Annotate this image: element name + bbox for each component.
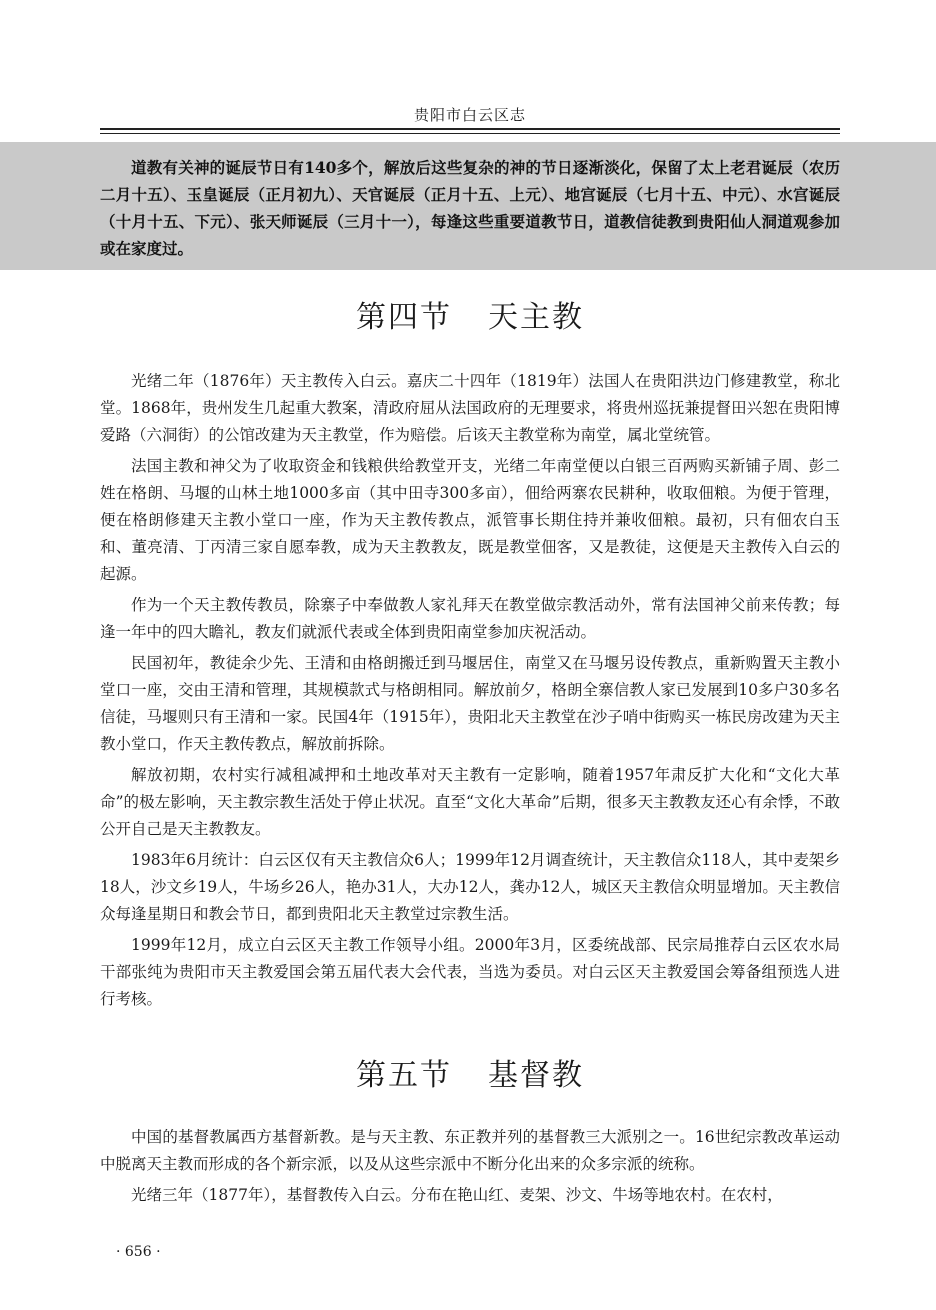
section-5-number: 第五节 <box>356 1058 452 1093</box>
paragraph: 法国主教和神父为了收取资金和钱粮供给教堂开支，光绪二年南堂便以白银三百两购买新铺子周、彭二姓在格朗、马堰的山林土地1000多亩（其中田寺300多亩），佃给两寨农民耕种，收取佃粮。为便于管理，便在格朗修建天主教小堂口一座，作为天主教传教点，派管事长期住持并兼收佃粮。最初，只有佃农白玉和、董亮清、丁丙清三家自愿奉教，成为天主教教友，既是教堂佃客，又是教徒，这便是天主教传入白云的起源。 <box>100 457 840 583</box>
section-5-body <box>100 1124 840 1213</box>
page-number: · 656 · <box>116 1244 161 1260</box>
paragraph: 中国的基督教属西方基督新教。是与天主教、东正教并列的基督教三大派别之一。16世纪宗教改革运动中脱离天主教而形成的各个新宗派，以及从这些宗派中不断分化出来的众多宗派的统称。 <box>100 1128 840 1173</box>
header-rule-thin <box>100 133 840 134</box>
section-4-body <box>100 368 840 1017</box>
paragraph: 民国初年，教徒余少先、王清和由格朗搬迁到马堰居住，南堂又在马堰另设传教点，重新购置天主教小堂口一座，交由王清和管理，其规模款式与格朗相同。解放前夕，格朗全寨信教人家已发展到10多户30多名信徒，马堰则只有王清和一家。民国4年（1915年），贵阳北天主教堂在沙子哨中街购买一栋民房改建为天主教小堂口，作天主教传教点，解放前拆除。 <box>100 654 840 753</box>
section-4-title <box>100 292 840 336</box>
paragraph: 作为一个天主教传教员，除寨子中奉做教人家礼拜天在教堂做宗教活动外，常有法国神父前来传教；每逢一年中的四大瞻礼，教友们就派代表或全体到贵阳南堂参加庆祝活动。 <box>100 596 840 641</box>
highlighted-paragraph: 道教有关神的诞辰节日有140多个，解放后这些复杂的神的节日逐渐淡化，保留了太上老君诞辰（农历二月十五）、玉皇诞辰（正月初九）、天官诞辰（正月十五、上元）、地宫诞辰（七月十五、中元）、水宫诞辰（十月十五、下元）、张天师诞辰（三月十一），每逢这些重要道教节日，道教信徒教到贵阳仙人洞道观参加或在家度过。 <box>100 158 840 258</box>
section-4-number: 第四节 <box>356 300 452 335</box>
paragraph: 1983年6月统计：白云区仅有天主教信众6人；1999年12月调查统计，天主教信众118人，其中麦架乡18人，沙文乡19人，牛场乡26人，艳办31人，大办12人，龚办12人，城区天主教信众明显增加。天主教信众每逢星期日和教会节日，都到贵阳北天主教堂过宗教生活。 <box>100 851 840 923</box>
paragraph: 光绪二年（1876年）天主教传入白云。嘉庆二十四年（1819年）法国人在贵阳洪边门修建教堂，称北堂。1868年，贵州发生几起重大教案，清政府屈从法国政府的无理要求，将贵州巡抚兼提督田兴恕在贵阳博爱路（六洞街）的公馆改建为天主教堂，作为赔偿。后该天主教堂称为南堂，属北堂统管。 <box>100 372 840 444</box>
header-rule-thick <box>100 128 840 130</box>
paragraph: 光绪三年（1877年），基督教传入白云。分布在艳山红、麦架、沙文、牛场等地农村。在农村， <box>131 1186 783 1204</box>
section-4-name: 天主教 <box>488 300 584 335</box>
paragraph: 1999年12月，成立白云区天主教工作领导小组。2000年3月，区委统战部、民宗局推荐白云区农水局干部张纯为贵阳市天主教爱国会第五届代表大会代表，当选为委员。对白云区天主教爱国会筹备组预选人进行考核。 <box>100 936 840 1008</box>
section-5-title <box>100 1050 840 1094</box>
section-5-name: 基督教 <box>488 1058 584 1093</box>
paragraph: 解放初期，农村实行减租减押和土地改革对天主教有一定影响，随着1957年肃反扩大化和“文化大革命”的极左影响，天主教宗教生活处于停止状况。直至“文化大革命”后期，很多天主教教友还心有余悸，不敢公开自己是天主教教友。 <box>100 766 840 838</box>
running-header: 贵阳市白云区志 <box>413 106 526 124</box>
